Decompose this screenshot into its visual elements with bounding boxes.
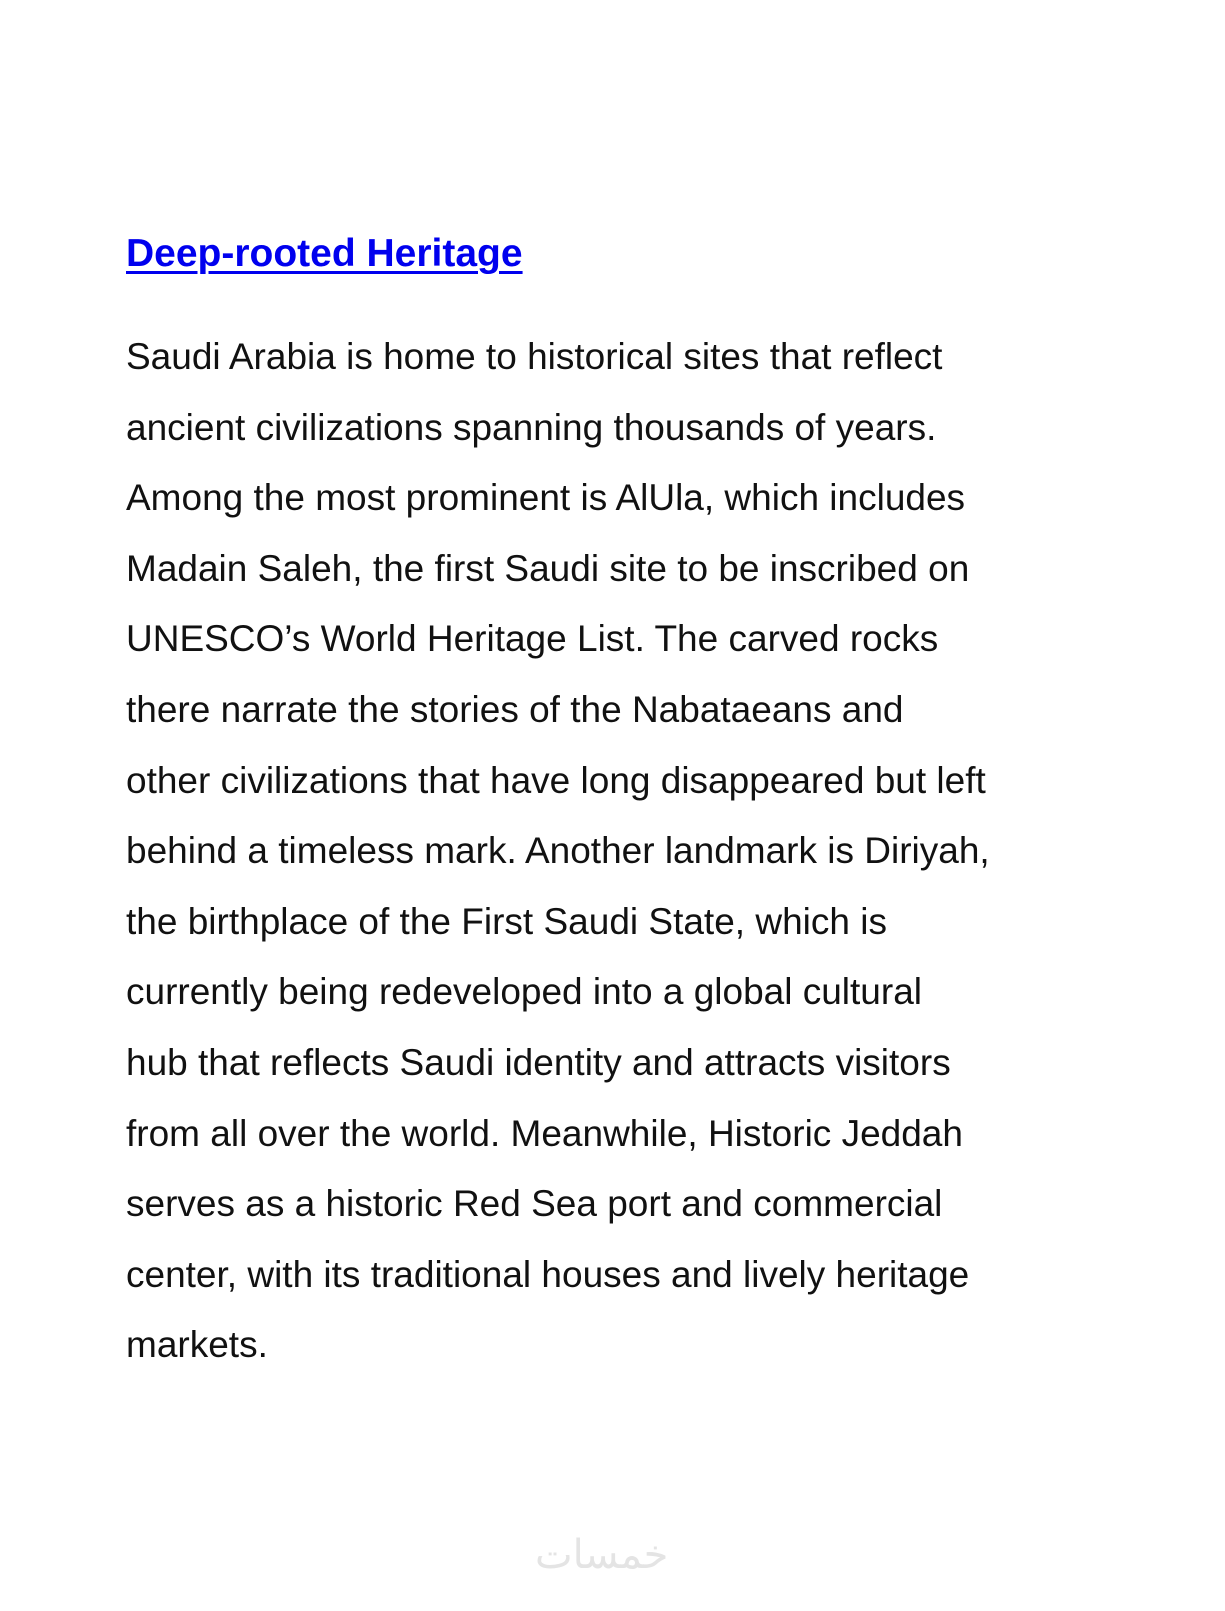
paragraph: [126, 322, 990, 1381]
paragraph-line: center, with its traditional houses and lively heritage: [126, 1253, 970, 1295]
paragraph-line: other civilizations that have long disappeared but left: [126, 759, 986, 801]
paragraph-line: currently being redeveloped into a global cultural: [126, 971, 923, 1013]
paragraph-line: Saudi Arabia is home to historical sites that reflect: [126, 336, 943, 377]
paragraph-line: markets.: [126, 1324, 268, 1366]
paragraph-line: serves as a historic Red Sea port and commercial: [126, 1183, 943, 1225]
heading-link[interactable]: Deep-rooted Heritage: [126, 232, 523, 275]
paragraph-line: there narrate the stories of the Nabataeans and: [126, 688, 904, 730]
watermark-logo: خمسات: [535, 1532, 669, 1578]
paragraph-line: behind a timeless mark. Another landmark is Diriyah,: [126, 830, 990, 872]
paragraph-line: Among the most prominent is AlUla, which includes: [126, 477, 966, 519]
paragraph-line: from all over the world. Meanwhile, Historic Jeddah: [126, 1112, 963, 1154]
paragraph-line: UNESCO’s World Heritage List. The carved rocks: [126, 618, 939, 660]
paragraph-line: Madain Saleh, the first Saudi site to be inscribed on: [126, 547, 970, 589]
paragraph-line: the birthplace of the First Saudi State, which is: [126, 900, 887, 942]
paragraph-line: ancient civilizations spanning thousands of years.: [126, 406, 937, 448]
paragraph-line: hub that reflects Saudi identity and attracts visitors: [126, 1041, 951, 1083]
